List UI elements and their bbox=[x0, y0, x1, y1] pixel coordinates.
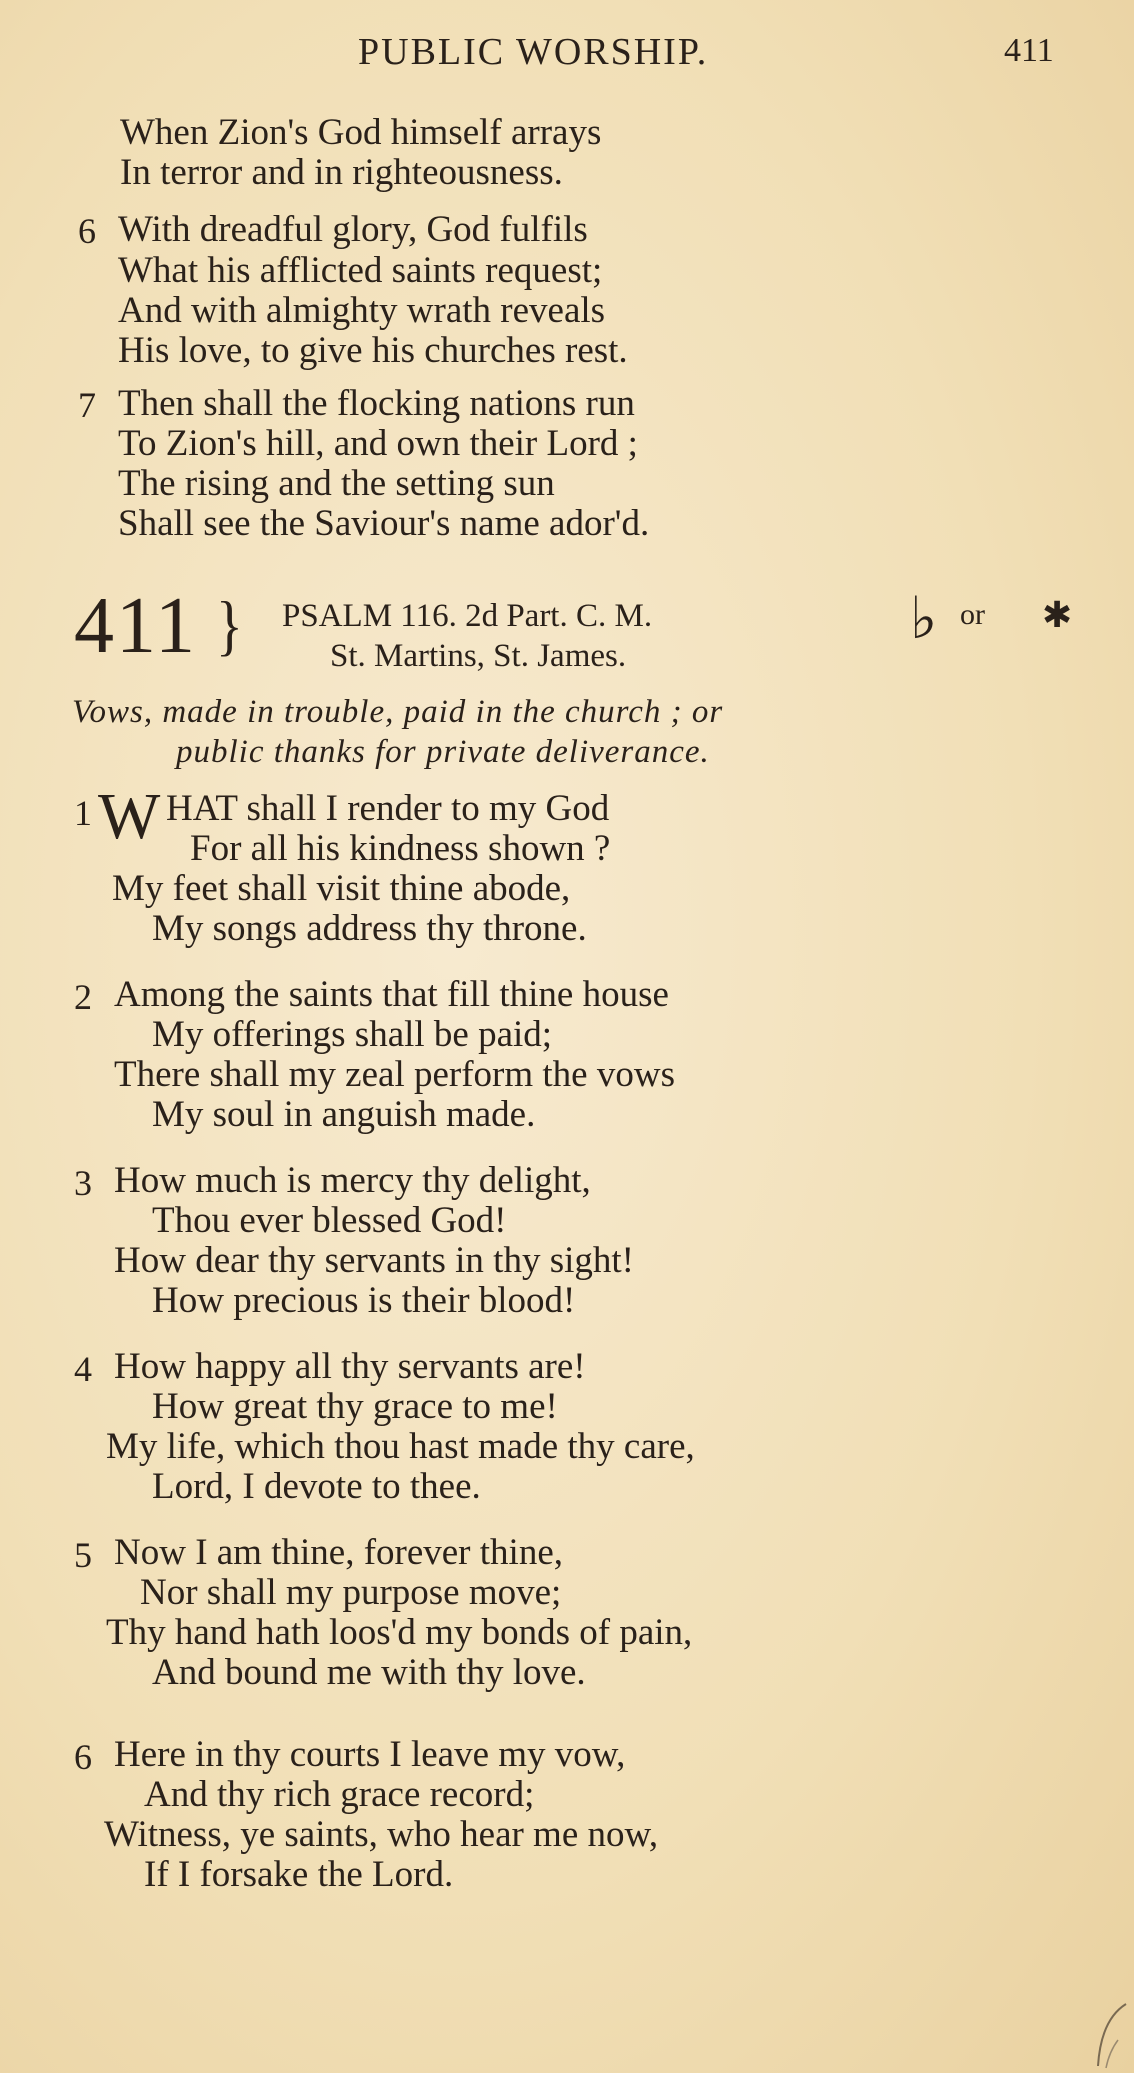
verse-line: HAT shall I render to my God bbox=[166, 788, 610, 829]
verse-line: Nor shall my purpose move; bbox=[140, 1572, 562, 1613]
verse-number: 4 bbox=[74, 1349, 92, 1389]
verse-number: 2 bbox=[74, 977, 92, 1017]
verse-number: 6 bbox=[78, 211, 96, 251]
verse-line: Witness, ye saints, who hear me now, bbox=[104, 1814, 659, 1855]
verse-line: And thy rich grace record; bbox=[144, 1774, 535, 1815]
verse-line: Thou ever blessed God! bbox=[152, 1200, 507, 1241]
hymn-number: 411 bbox=[74, 582, 198, 670]
prev-line: Shall see the Saviour's name ador'd. bbox=[118, 503, 650, 544]
verse-line: And bound me with thy love. bbox=[152, 1652, 586, 1693]
verse-line: How dear thy servants in thy sight! bbox=[114, 1240, 634, 1281]
running-head: PUBLIC WORSHIP. bbox=[358, 31, 709, 73]
hymn-tunes: St. Martins, St. James. bbox=[330, 638, 627, 674]
prev-line: With dreadful glory, God fulfils bbox=[118, 209, 588, 250]
verse-line: For all his kindness shown ? bbox=[190, 828, 611, 869]
verse-line: How precious is their blood! bbox=[152, 1280, 576, 1321]
verse-line: Now I am thine, forever thine, bbox=[114, 1532, 563, 1573]
prev-line: And with almighty wrath reveals bbox=[118, 290, 606, 331]
verse-line: How great thy grace to me! bbox=[152, 1386, 558, 1427]
key-alt-word: or bbox=[960, 598, 985, 631]
hymn-subtitle: public thanks for private deliverance. bbox=[176, 734, 710, 770]
prev-line: Then shall the flocking nations run bbox=[118, 383, 635, 424]
prev-line: In terror and in righteousness. bbox=[120, 152, 563, 193]
prev-line: What his afflicted saints request; bbox=[118, 250, 603, 291]
hymn-title: PSALM 116. 2d Part. C. M. bbox=[282, 598, 653, 634]
verse-number: 5 bbox=[74, 1535, 92, 1575]
verse-number: 7 bbox=[78, 385, 96, 425]
hymn-subtitle: Vows, made in trouble, paid in the church ; or bbox=[72, 694, 724, 730]
verse-line: My songs address thy throne. bbox=[152, 908, 587, 949]
verse-line: My offerings shall be paid; bbox=[152, 1014, 553, 1055]
flat-key-icon: ♭ bbox=[910, 586, 938, 651]
verse-line: There shall my zeal perform the vows bbox=[114, 1054, 675, 1095]
verse-line: Lord, I devote to thee. bbox=[152, 1466, 481, 1507]
page-number: 411 bbox=[1004, 32, 1054, 69]
verse-line: My life, which thou hast made thy care, bbox=[106, 1426, 695, 1467]
verse-line: If I forsake the Lord. bbox=[144, 1854, 454, 1895]
verse-number: 1 bbox=[74, 793, 92, 833]
key-star-icon: ✱ bbox=[1042, 595, 1073, 635]
prev-line: The rising and the setting sun bbox=[118, 463, 555, 504]
prev-line: His love, to give his churches rest. bbox=[118, 330, 628, 371]
verse-number: 6 bbox=[74, 1737, 92, 1777]
brace-glyph: } bbox=[216, 588, 243, 664]
prev-line: To Zion's hill, and own their Lord ; bbox=[118, 423, 638, 464]
verse-line: How much is mercy thy delight, bbox=[114, 1160, 591, 1201]
drop-cap: W bbox=[98, 780, 161, 853]
prev-line: When Zion's God himself arrays bbox=[120, 112, 602, 153]
verse-line: My soul in anguish made. bbox=[152, 1094, 536, 1135]
verse-line: My feet shall visit thine abode, bbox=[112, 868, 571, 909]
page-curl-mark bbox=[1082, 2000, 1130, 2070]
verse-line: Here in thy courts I leave my vow, bbox=[114, 1734, 626, 1775]
verse-line: Among the saints that fill thine house bbox=[114, 974, 669, 1015]
verse-line: Thy hand hath loos'd my bonds of pain, bbox=[106, 1612, 693, 1653]
verse-line: How happy all thy servants are! bbox=[114, 1346, 586, 1387]
verse-number: 3 bbox=[74, 1163, 92, 1203]
